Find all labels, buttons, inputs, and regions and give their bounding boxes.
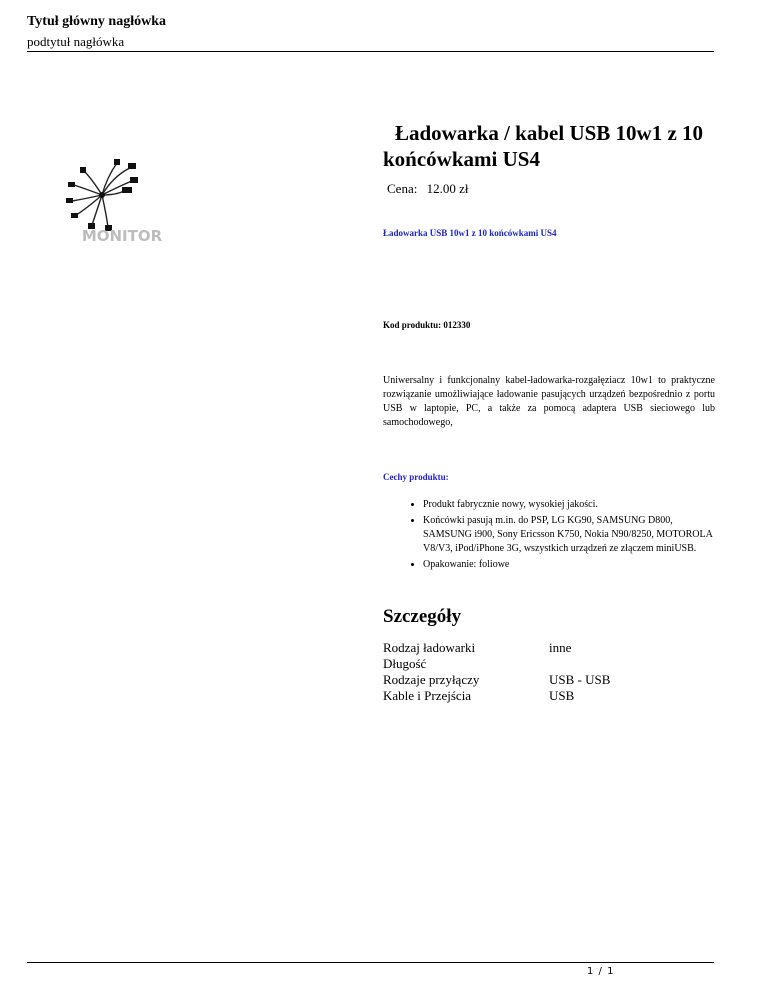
spec-key: Kable i Przejścia bbox=[383, 688, 472, 703]
header-title: Tytuł główny nagłówka bbox=[27, 14, 166, 29]
price-label: Cena: bbox=[387, 181, 418, 196]
table-row bbox=[383, 688, 610, 704]
page-number: 1 / 1 bbox=[587, 966, 615, 977]
spec-key: Długość bbox=[383, 656, 427, 671]
price-value: 12.00 zł bbox=[426, 181, 469, 196]
table-row bbox=[383, 640, 610, 656]
list-item: • Opakowanie: foliowe bbox=[423, 558, 713, 572]
features-title: Cechy produktu: bbox=[383, 472, 449, 482]
table-row bbox=[383, 672, 610, 688]
product-code: Kod produktu: 012330 bbox=[383, 320, 471, 330]
product-image bbox=[62, 155, 182, 245]
footer-divider bbox=[27, 962, 714, 963]
spec-key: Rodzaj ładowarki bbox=[383, 640, 476, 655]
features-list bbox=[383, 498, 713, 574]
header-subtitle: podtytuł nagłówka bbox=[27, 34, 125, 49]
details-table bbox=[383, 640, 610, 704]
product-title: Ładowarka / kabel USB 10w1 z 10 końcówkami US4 bbox=[383, 121, 704, 171]
spec-key: Rodzaje przyłączy bbox=[383, 672, 480, 687]
spec-value: inne bbox=[549, 640, 572, 655]
list-item: • Końcówki pasują m.in. do PSP, LG KG90, SAMSUNG D800, SAMSUNG i900, Sony Ericsson K750, Nokia N90/8250, MOTOROLA V8/V3, iPod/iPhone 3G, wszystkich urządzeń ze złączem miniUSB. bbox=[423, 514, 713, 556]
spec-value: USB - USB bbox=[549, 672, 611, 687]
header-divider bbox=[27, 51, 714, 52]
table-row bbox=[383, 656, 610, 672]
spec-value: USB bbox=[549, 688, 575, 703]
product-description: Uniwersalny i funkcjonalny kabel-ładowarka-rozgałęziacz 10w1 to praktyczne rozwiązanie umożliwiające ładowanie pasujących urządzeń bezpośrednio z portu USB w laptopie, PC, a także za pomocą adaptera USB sieciowego lub samochodowego, bbox=[383, 375, 715, 428]
details-title: Szczegóły bbox=[383, 606, 462, 627]
list-item: • Produkt fabrycznie nowy, wysokiej jakości. bbox=[423, 498, 713, 512]
price-line bbox=[387, 181, 468, 197]
product-link-title[interactable]: Ładowarka USB 10w1 z 10 końcówkami US4 bbox=[383, 228, 557, 238]
image-watermark: MONITOR bbox=[81, 227, 163, 245]
